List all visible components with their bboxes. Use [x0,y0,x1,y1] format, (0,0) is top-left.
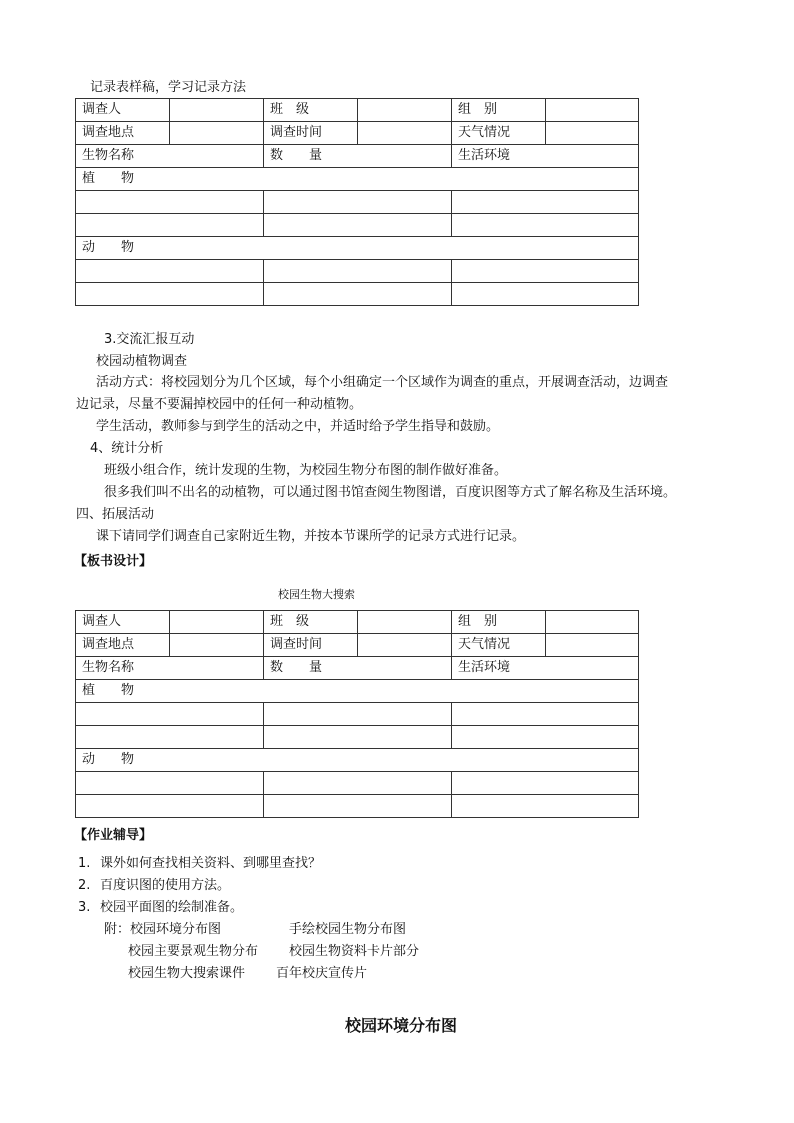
homework-item-num: 2. [78,878,91,893]
homework-item-num: 1. [78,856,91,871]
plant-label: 植 物 [76,168,639,191]
homework-item-text: 课外如何查找相关资料、到哪里查找？ [100,856,322,871]
extension-heading: 四、拓展活动 [76,507,155,522]
table-cell [264,795,452,818]
table-row [76,237,639,260]
table-cell [76,772,264,795]
table-cell [546,611,639,634]
table-cell: 天气情况 [452,122,546,145]
table-cell [76,260,264,283]
table-cell [358,122,452,145]
attachment-item: 校园生物大搜索课件 [128,966,246,981]
table-row [76,726,639,749]
table-cell [264,214,452,237]
table-row [76,657,639,680]
table-cell: 班 级 [264,611,358,634]
table-cell: 调查时间 [264,634,358,657]
table-cell: 调查地点 [76,634,170,657]
animal-label: 动 物 [76,749,639,772]
section3-heading: 3.交流汇报互动 [104,332,195,347]
table-cell [358,611,452,634]
activity-text-line2: 边记录，尽量不要漏掉校园中的任何一种动植物。 [76,397,363,412]
table-cell [76,214,264,237]
table-row [76,99,639,122]
table-cell: 组 别 [452,99,546,122]
record-table-caption: 记录表样稿，学习记录方法 [90,80,247,95]
table-cell [358,99,452,122]
table-cell: 组 别 [452,611,546,634]
table-cell [76,795,264,818]
homework-item-text: 百度识图的使用方法。 [100,878,231,893]
table-cell [170,99,264,122]
table-cell [76,703,264,726]
student-activity-text: 学生活动，教师参与到学生的活动之中，并适时给予学生指导和鼓励。 [96,419,500,434]
table-cell [546,99,639,122]
table-cell [264,772,452,795]
animal-label: 动 物 [76,237,639,260]
table-cell: 生物名称 [76,657,264,680]
table-cell [264,260,452,283]
table-cell: 班 级 [264,99,358,122]
board-design-caption: 校园生物大搜索 [278,588,355,601]
table-cell [546,122,639,145]
table-cell: 数 量 [264,657,452,680]
table-row [76,168,639,191]
table-cell [452,260,639,283]
table-row [76,191,639,214]
table-cell [452,191,639,214]
activity-text-line1: 活动方式：将校园划分为几个区域，每个小组确定一个区域作为调查的重点，开展调查活动，边调查 [96,375,669,390]
section4-text-line2: 很多我们叫不出名的动植物，可以通过图书馆查阅生物图谱，百度识图等方式了解名称及生活环境。 [104,485,677,500]
table-cell [76,191,264,214]
table-row [76,611,639,634]
table-row [76,749,639,772]
table-cell [264,703,452,726]
table-row [76,772,639,795]
table-cell [76,283,264,306]
attachment-item: 校园主要景观生物分布 [128,944,259,959]
table-cell [170,634,264,657]
table-cell [170,611,264,634]
table-cell: 生活环境 [452,657,639,680]
table-cell: 生物名称 [76,145,264,168]
record-table-board [75,610,639,818]
attachment-item: 校园生物资料卡片部分 [289,944,420,959]
section3-subtitle: 校园动植物调查 [96,354,188,369]
attachment-item: 校园环境分布图 [130,922,222,937]
table-cell: 调查人 [76,611,170,634]
table-cell [452,703,639,726]
attachment-item: 手绘校园生物分布图 [289,922,407,937]
table-cell [264,191,452,214]
table-cell [264,283,452,306]
table-row [76,145,639,168]
table-cell [452,726,639,749]
table-row [76,122,639,145]
table-cell: 数 量 [264,145,452,168]
extension-text: 课下请同学们调查自己家附近生物，并按本节课所学的记录方式进行记录。 [96,529,526,544]
table-cell [264,726,452,749]
attachment-prefix: 附： [104,922,131,937]
plant-label: 植 物 [76,680,639,703]
board-design-heading: 【板书设计】 [74,554,153,569]
table-cell [452,772,639,795]
section4-heading: 4、统计分析 [90,441,164,456]
table-cell: 生活环境 [452,145,639,168]
table-row [76,703,639,726]
attachment-item: 百年校庆宣传片 [276,966,368,981]
table-cell [546,634,639,657]
table-cell [452,214,639,237]
section4-text-line1: 班级小组合作，统计发现的生物，为校园生物分布图的制作做好准备。 [104,463,508,478]
homework-item-text: 校园平面图的绘制准备。 [100,900,244,915]
table-cell [170,122,264,145]
table-cell [452,795,639,818]
table-cell [358,634,452,657]
homework-item-num: 3. [78,900,91,915]
table-cell: 天气情况 [452,634,546,657]
table-cell: 调查地点 [76,122,170,145]
table-row [76,283,639,306]
table-row [76,260,639,283]
bottom-title: 校园环境分布图 [345,1016,458,1035]
table-row [76,795,639,818]
record-table-sample [75,98,639,306]
table-cell [76,726,264,749]
table-row [76,680,639,703]
table-cell: 调查时间 [264,122,358,145]
table-cell: 调查人 [76,99,170,122]
table-row [76,634,639,657]
homework-heading: 【作业辅导】 [74,828,153,843]
table-row [76,214,639,237]
table-cell [452,283,639,306]
